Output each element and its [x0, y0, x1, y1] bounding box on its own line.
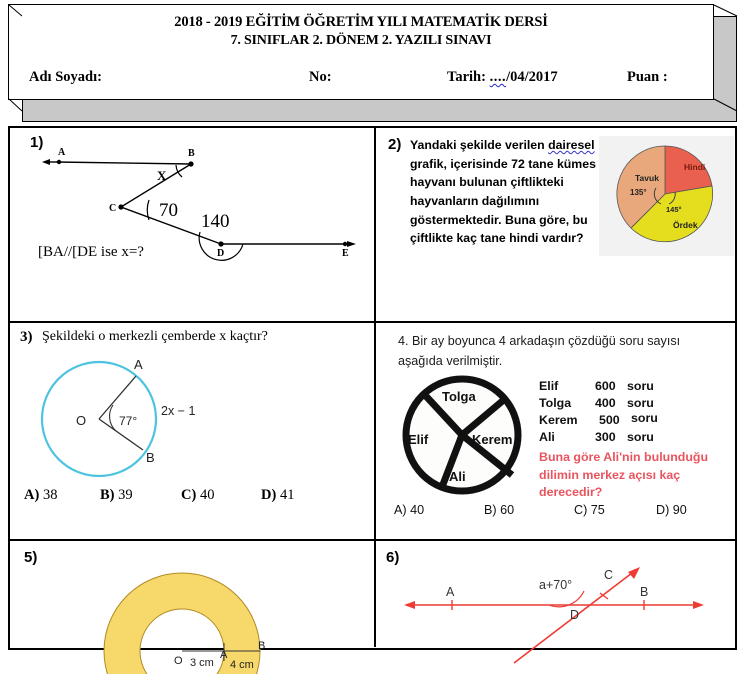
question-4-option-d[interactable]: D) 90	[656, 503, 687, 517]
question-6-diagram	[394, 563, 724, 663]
score-field-label: Puan :	[627, 69, 668, 85]
question-4-prompt	[398, 331, 718, 372]
svg-text:A: A	[134, 357, 143, 372]
question-6-cell	[376, 541, 734, 647]
svg-text:A: A	[446, 585, 455, 599]
question-4-option-b[interactable]: B) 60	[484, 503, 515, 517]
svg-text:A: A	[220, 649, 228, 661]
svg-text:70: 70	[159, 200, 178, 221]
svg-text:Tavuk: Tavuk	[635, 173, 659, 183]
question-row-3	[10, 541, 735, 671]
svg-text:C: C	[109, 203, 117, 214]
svg-text:Elif: Elif	[408, 432, 429, 447]
svg-text:B: B	[146, 450, 155, 465]
q2-prompt-part1: Yandaki şekilde verilen	[410, 138, 549, 152]
number-field-label: No:	[309, 69, 332, 85]
question-6-number: 6)	[386, 549, 400, 566]
svg-text:D: D	[570, 608, 580, 622]
date-field-label: Tarih:	[447, 69, 486, 85]
title-line-2: 7. SINIFLAR 2. DÖNEM 2. YAZILI SINAVI	[230, 33, 492, 49]
q2-prompt-underlined: dairesel	[548, 138, 595, 152]
questions-grid	[8, 126, 737, 671]
title-line-1: 2018 - 2019 EĞİTİM ÖĞRETİM YILI MATEMATİK DERSİ	[174, 14, 548, 30]
header-face	[8, 4, 714, 100]
question-1-caption: [BA//[DE ise x=?	[38, 244, 144, 260]
question-2-number: 2)	[388, 136, 402, 153]
question-3-cell	[10, 323, 376, 539]
question-4-red-prompt: Buna göre Ali'nin bulunduğu dilimin merkez açısı kaç derecedir?	[539, 450, 709, 500]
student-fields	[9, 65, 713, 95]
svg-text:135°: 135°	[630, 188, 647, 197]
question-5-cell	[10, 541, 376, 671]
svg-text:140: 140	[201, 211, 230, 232]
q2-prompt-part2: grafik, içerisinde 72 tane kümes hayvanı bulunan çiftlikteki hayvanların dağılımını göstermektedir. Buna göre, bu çiftlikte kaç tane hindi vardır?	[410, 156, 596, 246]
svg-text:Tolga: Tolga	[442, 389, 476, 404]
svg-text:Kerem: Kerem	[472, 432, 513, 447]
svg-text:B: B	[258, 640, 266, 652]
question-4-prompt-text: Bir ay boyunca 4 arkadaşın çözdüğü soru sayısı aşağıda verilmiştir.	[398, 334, 681, 369]
question-3-option-a[interactable]: A) 38	[24, 487, 58, 503]
question-5-annulus-diagram	[70, 569, 340, 674]
question-4-option-a[interactable]: A) 40	[394, 503, 425, 517]
question-3-option-b[interactable]: B) 39	[100, 487, 133, 503]
question-3-prompt: Şekildeki o merkezli çemberde x kaçtır?	[42, 329, 268, 344]
exam-header	[8, 4, 737, 122]
question-3-diagram	[24, 349, 224, 499]
question-2-pie-chart-panel	[599, 136, 734, 256]
name-field-label: Adı Soyadı:	[29, 69, 102, 85]
question-1-cell	[10, 128, 376, 321]
svg-text:E: E	[342, 248, 349, 259]
svg-text:3 cm: 3 cm	[190, 657, 214, 669]
svg-text:A: A	[58, 147, 66, 158]
svg-text:Ali: Ali	[449, 469, 466, 484]
svg-text:2x − 1: 2x − 1	[161, 404, 196, 418]
svg-text:Ördek: Ördek	[673, 220, 698, 230]
svg-text:77°: 77°	[119, 414, 138, 428]
question-1-number: 1)	[30, 134, 44, 151]
date-blank: ....	[489, 69, 507, 85]
question-4-cell: 4. Bir ay boyunca 4 arkadaşın çözdüğü soru sayısı aşağıda verilmiştir. Tolga Elif Kerem Ali Elif 600 soru Tolga 400 soru Kerem 500 soru Ali 300 soru Buna göre Ali'nin bulunduğu dilimin merkez açısı kaç derecedir? A) 40 B) 60 C) 75 D) 90	[376, 323, 734, 539]
question-5-number: 5)	[24, 549, 38, 566]
svg-text:145°: 145°	[666, 205, 682, 214]
question-4-pie-chart	[394, 371, 544, 506]
question-3-option-d[interactable]: D) 41	[261, 487, 295, 503]
svg-text:D: D	[217, 248, 225, 259]
question-4-option-c[interactable]: C) 75	[574, 503, 605, 517]
svg-text:4 cm: 4 cm	[230, 659, 254, 671]
question-4-number: 4.	[398, 334, 409, 348]
date-field	[447, 69, 558, 86]
svg-text:Hindi: Hindi	[684, 162, 706, 172]
svg-text:O: O	[76, 413, 87, 428]
question-row-1	[10, 128, 735, 323]
question-3-option-c[interactable]: C) 40	[181, 487, 215, 503]
exam-title	[9, 13, 713, 51]
question-row-2	[10, 323, 735, 541]
svg-text:B: B	[640, 585, 649, 599]
svg-text:a+70°: a+70°	[539, 578, 573, 592]
svg-text:C: C	[604, 568, 614, 582]
question-2-cell	[376, 128, 734, 321]
svg-text:X: X	[157, 168, 167, 183]
question-3-number: 3)	[20, 329, 33, 345]
svg-text:B: B	[188, 148, 195, 159]
pie-chart-animals	[599, 136, 734, 256]
date-value: /04/2017	[506, 69, 558, 85]
svg-text:O: O	[174, 655, 183, 667]
question-2-prompt	[410, 136, 610, 248]
